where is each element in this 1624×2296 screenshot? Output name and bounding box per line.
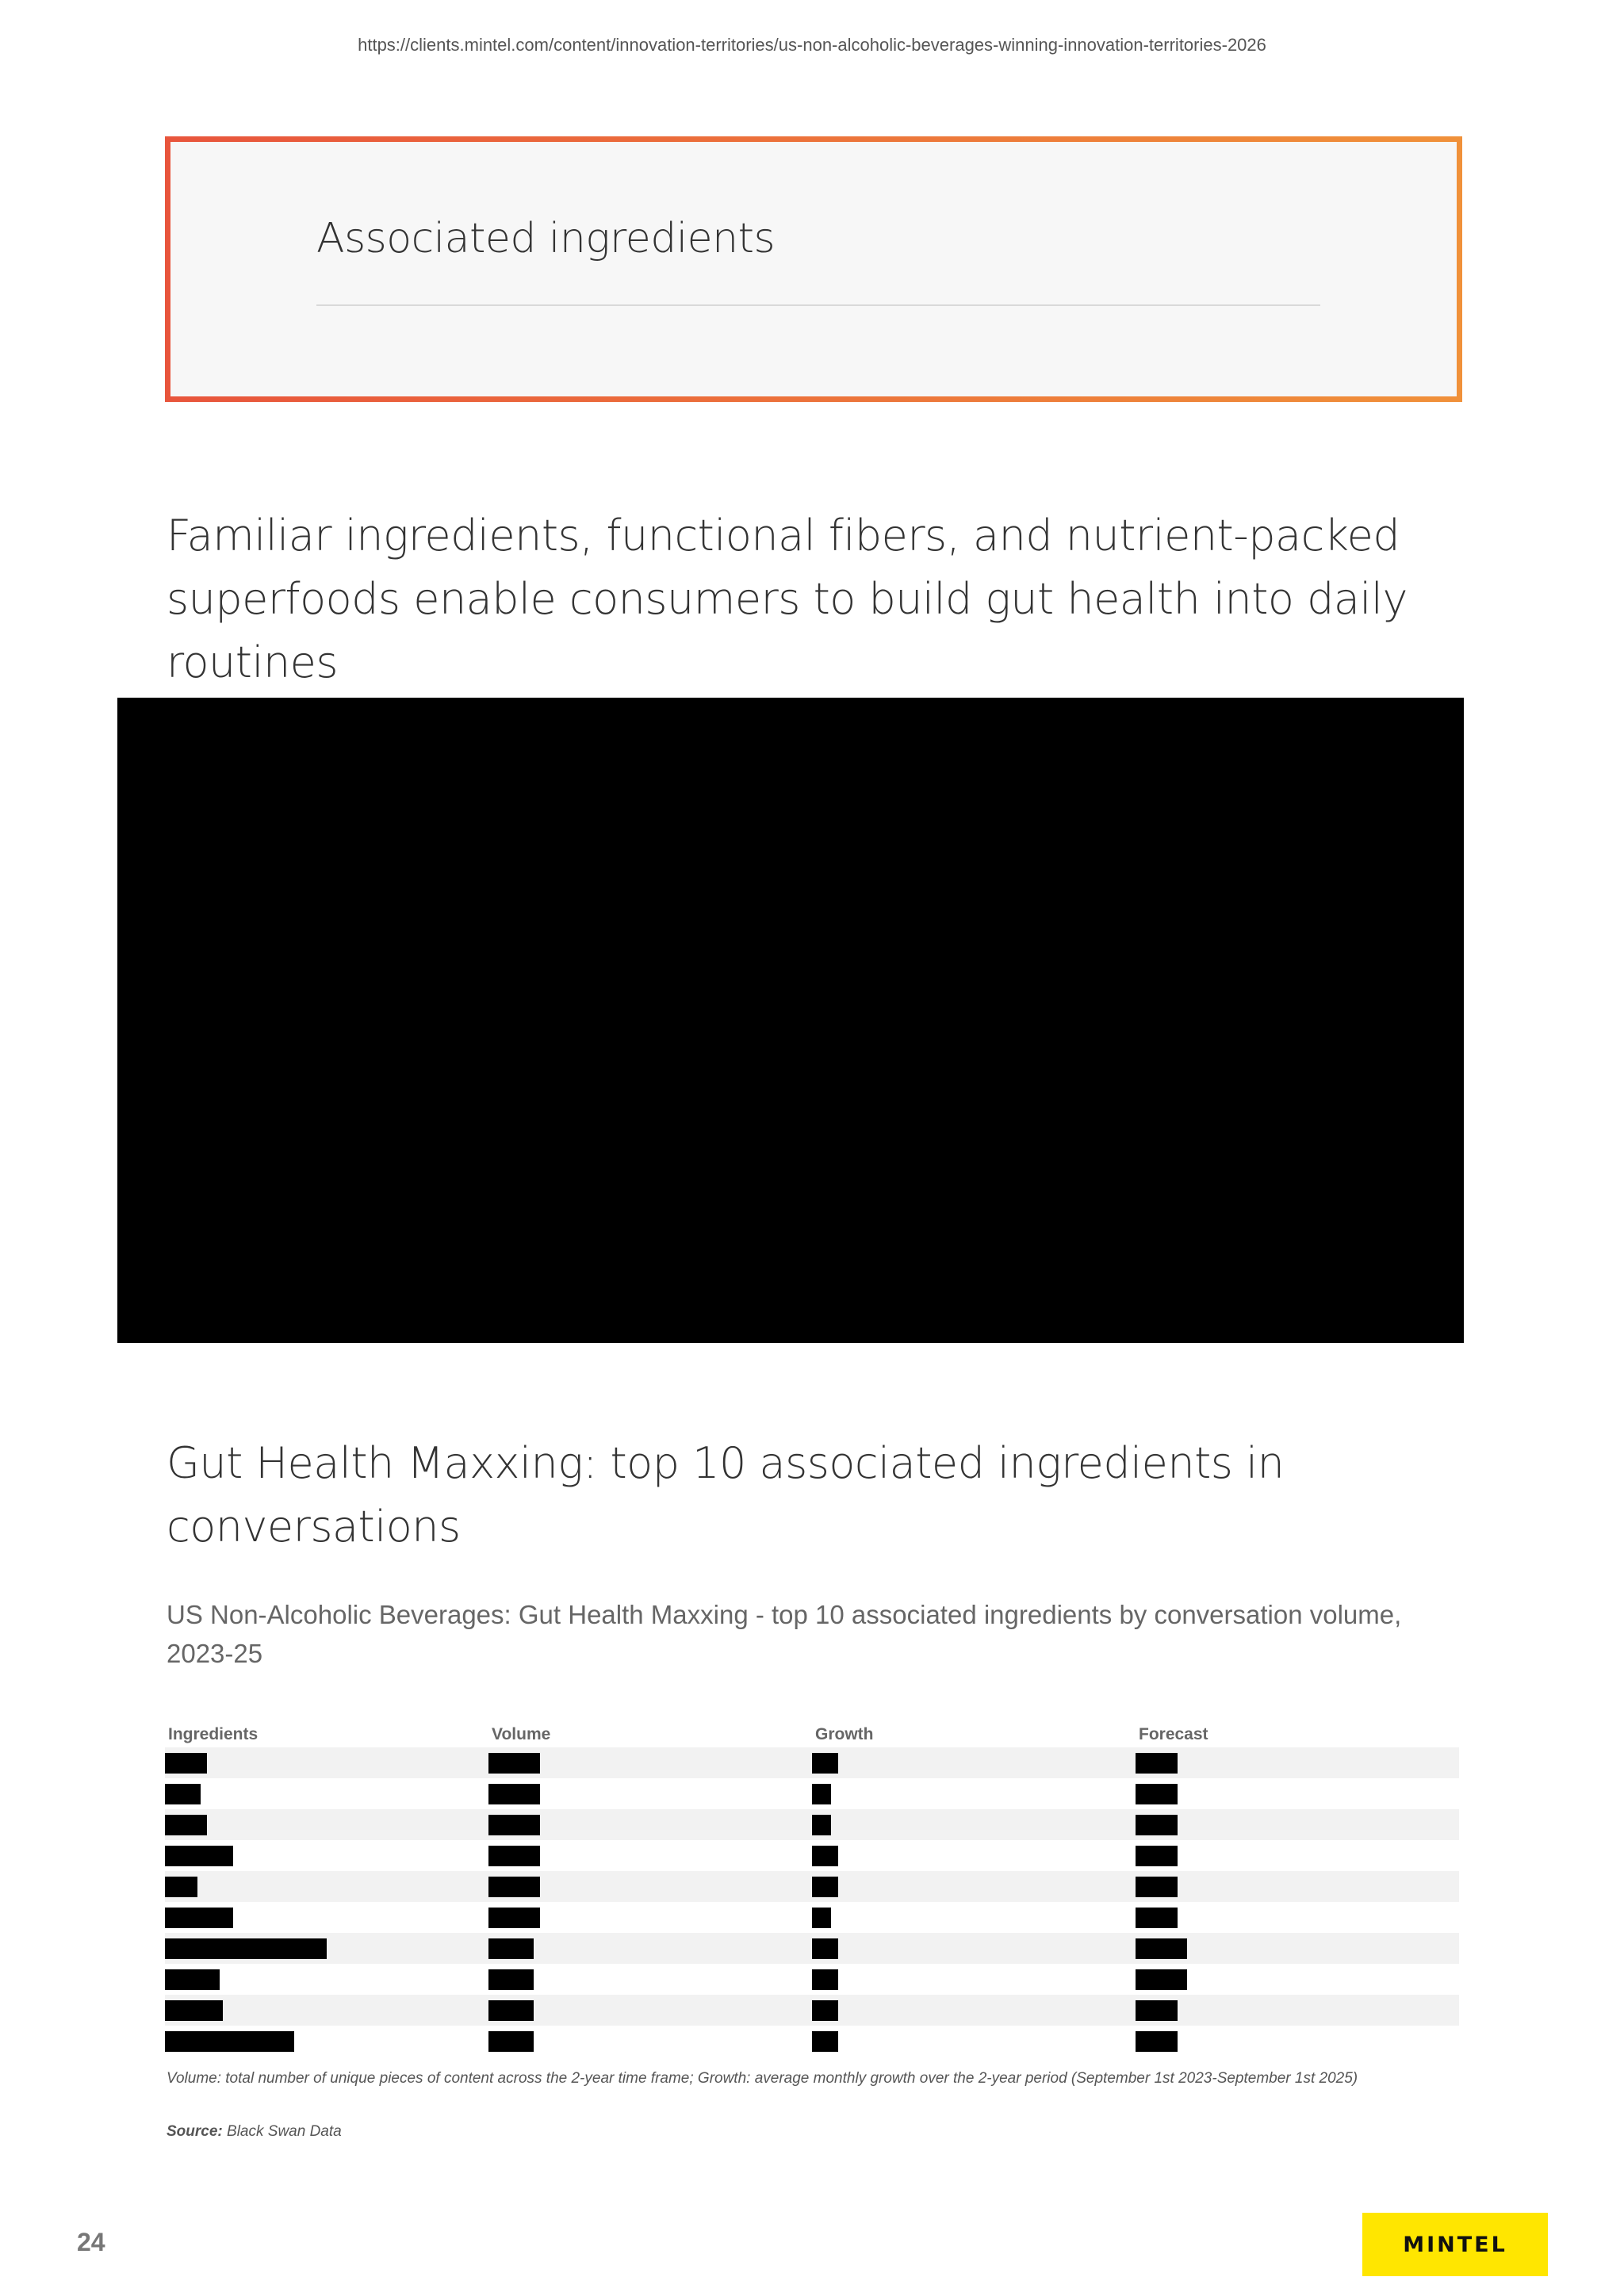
redacted-image [117, 698, 1464, 1343]
redacted-cell-forecast [1136, 1938, 1187, 1959]
redacted-cell-growth [812, 1969, 838, 1990]
column-header-growth: Growth [815, 1725, 874, 1743]
redacted-cell-volume [488, 1753, 540, 1774]
redacted-cell-forecast [1136, 2031, 1178, 2052]
redacted-cell-forecast [1136, 1969, 1187, 1990]
source-label: Source: [167, 2123, 223, 2140]
redacted-cell-growth [812, 1784, 831, 1804]
redacted-cell-forecast [1136, 1815, 1178, 1835]
table-header [165, 1722, 1459, 1747]
redacted-cell-forecast [1136, 1908, 1178, 1928]
redacted-cell-ingredients [165, 1969, 220, 1990]
page-number: 24 [77, 2228, 105, 2256]
headline-1: Familiar ingredients, functional fibers, and nutrient-packed superfoods enable consumers to build gut health into daily routines [167, 511, 1408, 687]
table-row [165, 1840, 1459, 1871]
table-row [165, 1964, 1459, 1995]
redacted-cell-growth [812, 1815, 831, 1835]
redacted-cell-ingredients [165, 2031, 294, 2052]
footnote: Volume: total number of unique pieces of content across the 2-year time frame; Growth: average monthly growth over the 2-year period (September 1st 2023-September 1st 2025) [167, 2070, 1358, 2087]
redacted-cell-forecast [1136, 1877, 1178, 1897]
redacted-cell-volume [488, 2000, 534, 2021]
redacted-cell-ingredients [165, 1784, 201, 1804]
redacted-cell-growth [812, 1877, 838, 1897]
redacted-cell-volume [488, 2031, 534, 2052]
redacted-cell-volume [488, 1815, 540, 1835]
table-row [165, 1933, 1459, 1964]
page-url: https://clients.mintel.com/content/innovation-territories/us-non-alcoholic-beverages-winning-innovation-territories-2026 [358, 35, 1266, 55]
source-value: Black Swan Data [227, 2123, 342, 2140]
redacted-cell-growth [812, 1938, 838, 1959]
column-header-forecast: Forecast [1139, 1725, 1208, 1743]
redacted-cell-forecast [1136, 1846, 1178, 1866]
redacted-cell-ingredients [165, 1877, 197, 1897]
redacted-cell-volume [488, 1846, 540, 1866]
redacted-cell-volume [488, 1908, 540, 1928]
section-header-box [165, 136, 1462, 402]
table-row [165, 1778, 1459, 1809]
table-row [165, 2026, 1459, 2057]
section-divider [316, 304, 1320, 306]
redacted-cell-ingredients [165, 1753, 207, 1774]
redacted-cell-growth [812, 2000, 838, 2021]
table-row [165, 1902, 1459, 1933]
source-line [167, 2123, 342, 2141]
redacted-cell-growth [812, 1753, 838, 1774]
table-row [165, 1995, 1459, 2026]
table-row [165, 1747, 1459, 1778]
redacted-cell-volume [488, 1938, 534, 1959]
table-row [165, 1809, 1459, 1840]
ingredients-table [165, 1722, 1459, 2057]
section-title: Associated ingredients [316, 215, 776, 262]
redacted-cell-ingredients [165, 1908, 233, 1928]
table-row [165, 1871, 1459, 1902]
table-body [165, 1747, 1459, 2057]
redacted-cell-growth [812, 1846, 838, 1866]
redacted-cell-growth [812, 1908, 831, 1928]
redacted-cell-ingredients [165, 1846, 233, 1866]
redacted-cell-ingredients [165, 1938, 327, 1959]
column-header-ingredients: Ingredients [168, 1725, 259, 1743]
redacted-cell-volume [488, 1969, 534, 1990]
redacted-cell-ingredients [165, 2000, 223, 2021]
redacted-cell-ingredients [165, 1815, 207, 1835]
mintel-logo: MINTEL [1362, 2213, 1548, 2276]
redacted-cell-forecast [1136, 1753, 1178, 1774]
chart-subtitle: US Non-Alcoholic Beverages: Gut Health Maxxing - top 10 associated ingredients by conversation volume, 2023-25 [167, 1600, 1402, 1668]
headline-2: Gut Health Maxxing: top 10 associated ingredients in conversations [167, 1438, 1285, 1552]
column-header-volume: Volume [492, 1725, 551, 1743]
redacted-cell-volume [488, 1784, 540, 1804]
redacted-cell-forecast [1136, 1784, 1178, 1804]
redacted-cell-forecast [1136, 2000, 1178, 2021]
redacted-cell-growth [812, 2031, 838, 2052]
redacted-cell-volume [488, 1877, 540, 1897]
